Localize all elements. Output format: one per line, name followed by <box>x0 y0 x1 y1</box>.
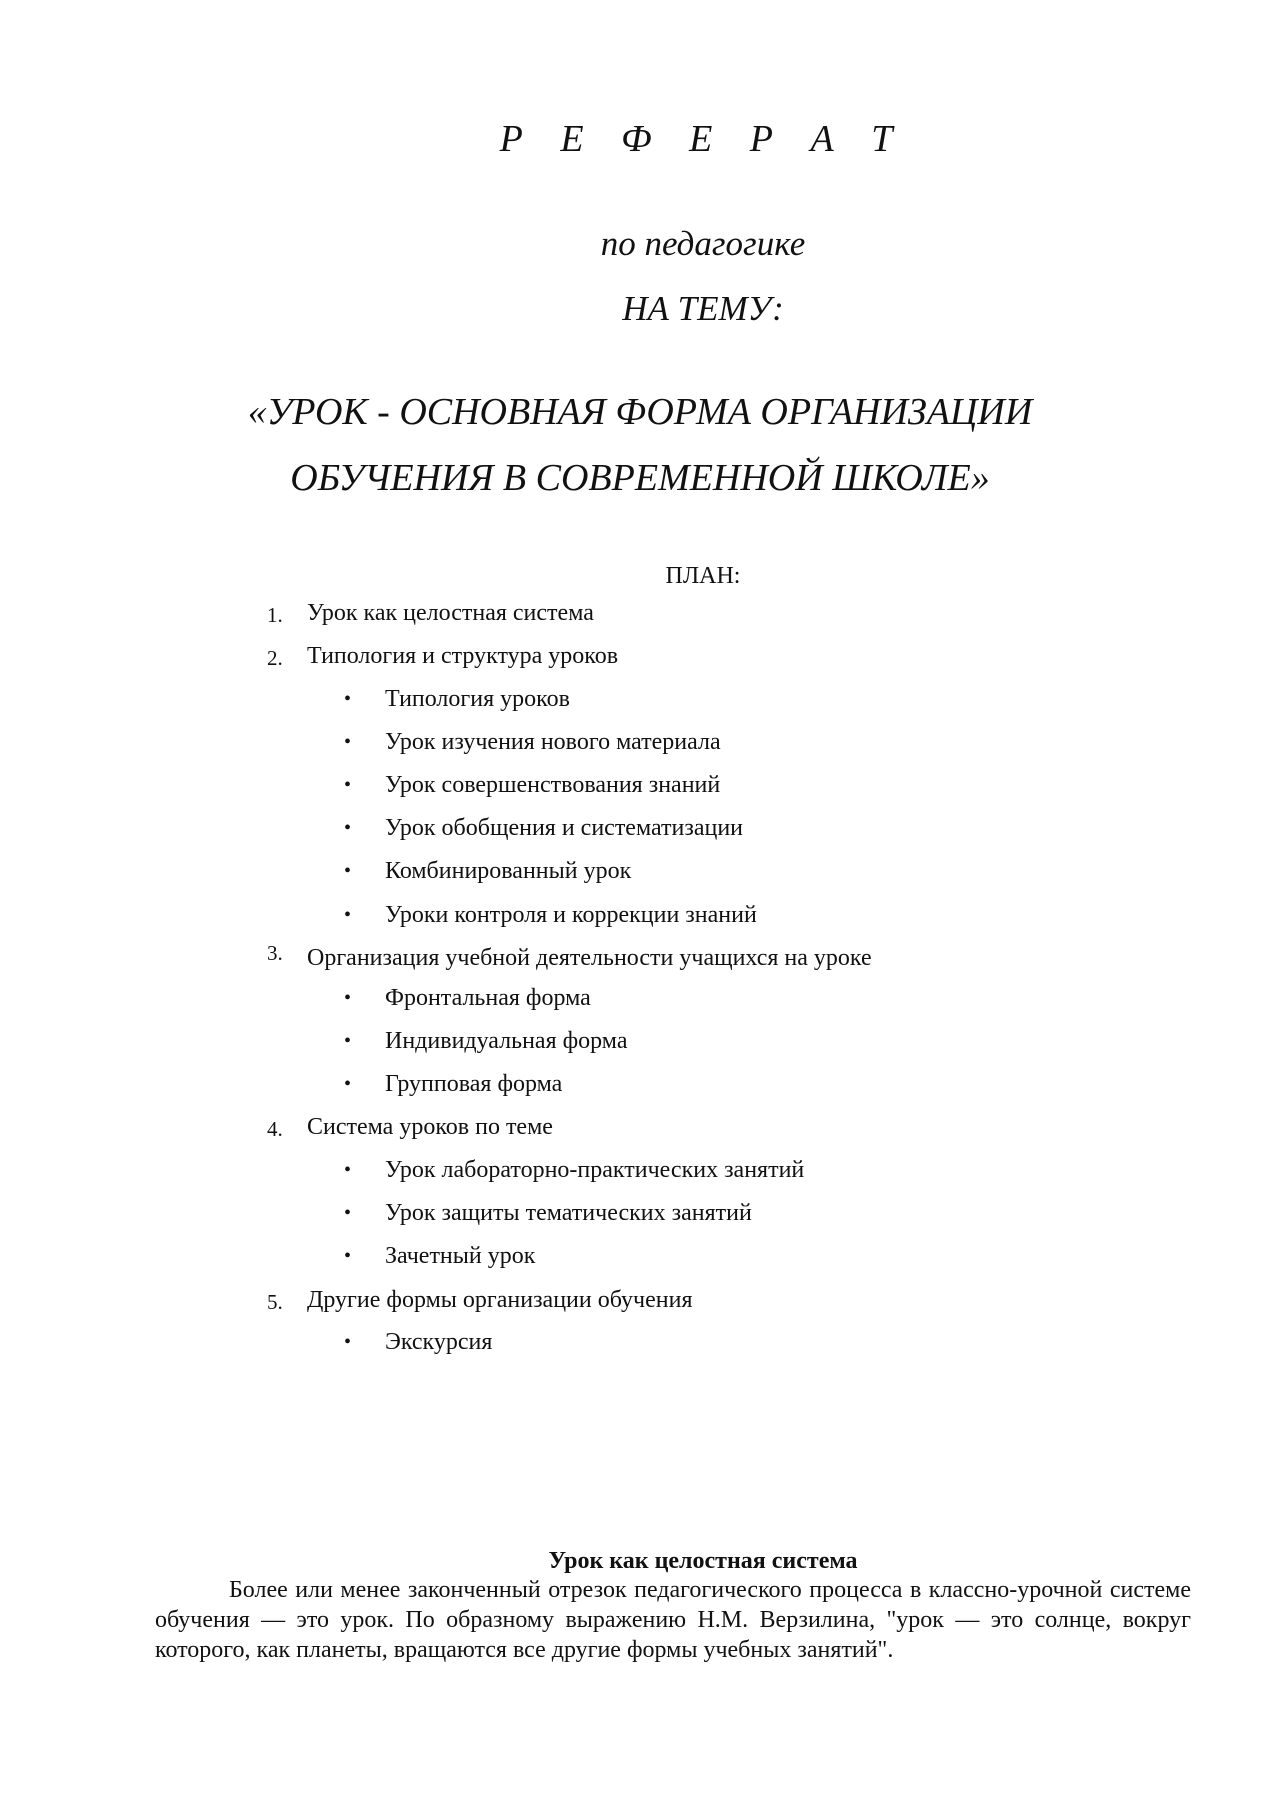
bullet-icon: • <box>344 1159 352 1181</box>
plan-item-label: Урок как целостная система <box>307 600 594 626</box>
plan-item-label: Другие формы организации обучения <box>307 1287 693 1313</box>
plan-subitem-label: Урок совершенствования знаний <box>385 772 721 798</box>
bullet-icon: • <box>344 987 352 1009</box>
document-type-title: Р Е Ф Е Р А Т <box>499 118 907 160</box>
bullet-icon: • <box>344 774 352 796</box>
bullet-icon: • <box>344 1331 352 1353</box>
plan-subitem-label: Зачетный урок <box>385 1243 536 1269</box>
bullet-icon: • <box>344 1245 352 1267</box>
section-heading: Урок как целостная система <box>548 1548 858 1574</box>
plan-item-number: 5. <box>267 1290 283 1314</box>
plan-subitem-label: Уроки контроля и коррекции знаний <box>385 902 757 928</box>
topic-title-line-2: ОБУЧЕНИЯ В СОВРЕМЕННОЙ ШКОЛЕ» <box>290 457 990 499</box>
theme-label: НА ТЕМУ: <box>622 289 784 328</box>
bullet-icon: • <box>344 860 352 882</box>
bullet-icon: • <box>344 817 352 839</box>
bullet-icon: • <box>344 688 352 710</box>
plan-subitem-label: Типология уроков <box>385 686 570 712</box>
bullet-icon: • <box>344 1202 352 1224</box>
plan-subitem-label: Экскурсия <box>385 1329 493 1355</box>
plan-item-number: 1. <box>267 603 283 627</box>
plan-heading: ПЛАН: <box>665 563 741 589</box>
bullet-icon: • <box>344 731 352 753</box>
plan-subitem-label: Урок защиты тематических занятий <box>385 1200 752 1226</box>
plan-subitem-label: Фронтальная форма <box>385 985 591 1011</box>
plan-subitem-label: Комбинированный урок <box>385 858 632 884</box>
plan-item-number: 4. <box>267 1117 283 1141</box>
plan-item-label: Типология и структура уроков <box>307 643 619 669</box>
plan-subitem-label: Урок изучения нового материала <box>385 729 721 755</box>
plan-item-label: Организация учебной деятельности учащихся на уроке <box>307 945 872 971</box>
body-paragraph: Более или менее законченный отрезок педагогического процесса в классно-урочной системе обучения — это урок. По образному выражению Н.М. Верзилина, "урок — это солнце, вокруг которого, как планеты, вращаются все другие формы учебных занятий". <box>155 1577 1191 1663</box>
document-subject: по педагогике <box>600 224 806 263</box>
bullet-icon: • <box>344 1030 352 1052</box>
plan-subitem-label: Индивидуальная форма <box>385 1028 628 1054</box>
topic-title-line-1: «УРОК - ОСНОВНАЯ ФОРМА ОРГАНИЗАЦИИ <box>247 391 1033 433</box>
plan-subitem-label: Урок обобщения и систематизации <box>385 815 744 841</box>
plan-item-number: 2. <box>267 646 283 670</box>
plan-item-label: Система уроков по теме <box>307 1114 553 1140</box>
bullet-icon: • <box>344 1073 352 1095</box>
bullet-icon: • <box>344 904 352 926</box>
plan-subitem-label: Урок лабораторно-практических занятий <box>385 1157 805 1183</box>
plan-item-number: 3. <box>267 941 283 965</box>
plan-subitem-label: Групповая форма <box>385 1071 563 1097</box>
